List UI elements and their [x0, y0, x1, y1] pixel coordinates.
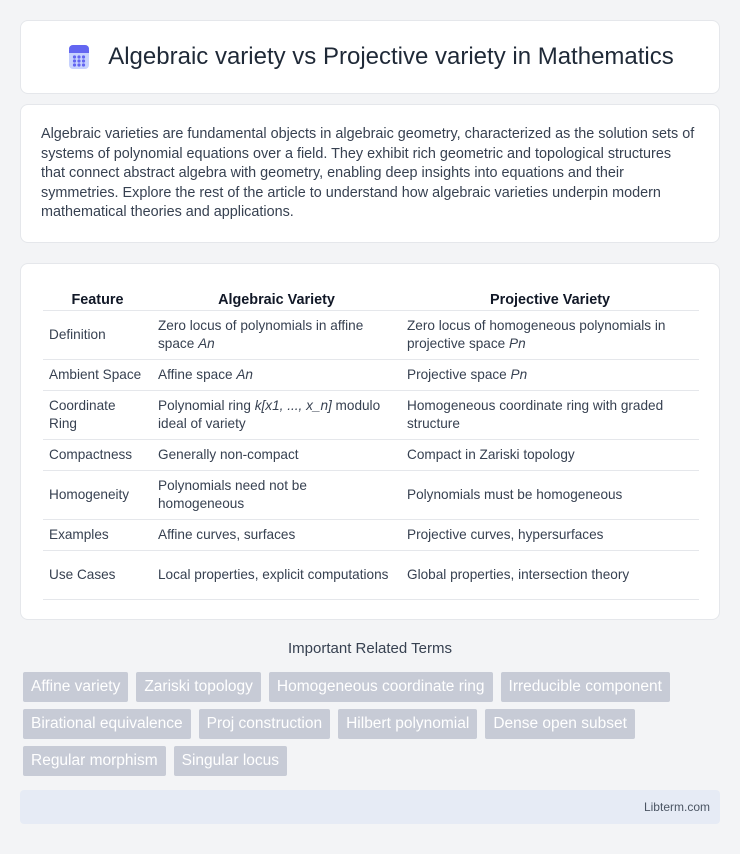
algebraic-cell: Affine space An — [152, 359, 401, 390]
table-row — [43, 310, 699, 359]
projective-cell: Compact in Zariski topology — [401, 439, 699, 470]
algebraic-cell: Local properties, explicit computations — [152, 550, 401, 599]
intro-paragraph: Algebraic varieties are fundamental objects in algebraic geometry, characterized as the solution sets of systems of polynomial equations over a field. They exhibit rich geometric and topological structures that connect abstract algebra with geometry, enabling deep insights into equations and their symmetries. Explore the rest of the article to understand how algebraic varieties underpin modern mathematical theories and applications. — [41, 126, 695, 220]
algebraic-cell: Polynomials need not be homogeneous — [152, 470, 401, 519]
projective-cell: Zero locus of homogeneous polynomials in projective space Pn — [401, 310, 699, 359]
comparison-table — [43, 284, 699, 600]
related-term-tag[interactable]: Dense open subset — [485, 709, 635, 739]
related-term-tag[interactable]: Singular locus — [174, 746, 287, 776]
algebraic-cell: Zero locus of polynomials in affine space An — [152, 310, 401, 359]
column-header-feature: Feature — [43, 284, 152, 310]
column-header-projective: Projective Variety — [401, 284, 699, 310]
projective-cell: Polynomials must be homogeneous — [401, 470, 699, 519]
related-terms-list — [23, 672, 723, 776]
footer-site-link[interactable]: Libterm.com — [643, 800, 710, 814]
page-title: Algebraic variety vs Projective variety in Mathematics — [108, 43, 674, 70]
feature-cell: Examples — [43, 519, 152, 550]
feature-cell: Ambient Space — [43, 359, 152, 390]
related-term-tag[interactable]: Hilbert polynomial — [338, 709, 477, 739]
algebraic-cell: Affine curves, surfaces — [152, 519, 401, 550]
table-row — [43, 550, 699, 599]
calculator-icon — [66, 44, 92, 70]
footer — [20, 790, 720, 824]
feature-cell: Coordinate Ring — [43, 390, 152, 439]
table-row — [43, 359, 699, 390]
projective-cell: Global properties, intersection theory — [401, 550, 699, 599]
feature-cell: Compactness — [43, 439, 152, 470]
related-term-tag[interactable]: Irreducible component — [501, 672, 670, 702]
column-header-algebraic: Algebraic Variety — [152, 284, 401, 310]
projective-cell: Projective space Pn — [401, 359, 699, 390]
related-term-tag[interactable]: Zariski topology — [136, 672, 261, 702]
feature-cell: Definition — [43, 310, 152, 359]
comparison-table-card — [20, 263, 720, 620]
table-row — [43, 390, 699, 439]
related-term-tag[interactable]: Homogeneous coordinate ring — [269, 672, 493, 702]
table-row — [43, 439, 699, 470]
algebraic-cell: Generally non-compact — [152, 439, 401, 470]
feature-cell: Homogeneity — [43, 470, 152, 519]
related-term-tag[interactable]: Birational equivalence — [23, 709, 191, 739]
related-term-tag[interactable]: Affine variety — [23, 672, 128, 702]
header-card — [20, 20, 720, 94]
table-row — [43, 470, 699, 519]
related-term-tag[interactable]: Proj construction — [199, 709, 330, 739]
projective-cell: Homogeneous coordinate ring with graded structure — [401, 390, 699, 439]
projective-cell: Projective curves, hypersurfaces — [401, 519, 699, 550]
related-terms-heading: Important Related Terms — [288, 640, 452, 657]
intro-card — [20, 104, 720, 243]
algebraic-cell: Polynomial ring k[x1, ..., x_n] modulo ideal of variety — [152, 390, 401, 439]
table-header-row — [43, 284, 699, 310]
feature-cell: Use Cases — [43, 550, 152, 599]
related-term-tag[interactable]: Regular morphism — [23, 746, 166, 776]
table-row — [43, 519, 699, 550]
